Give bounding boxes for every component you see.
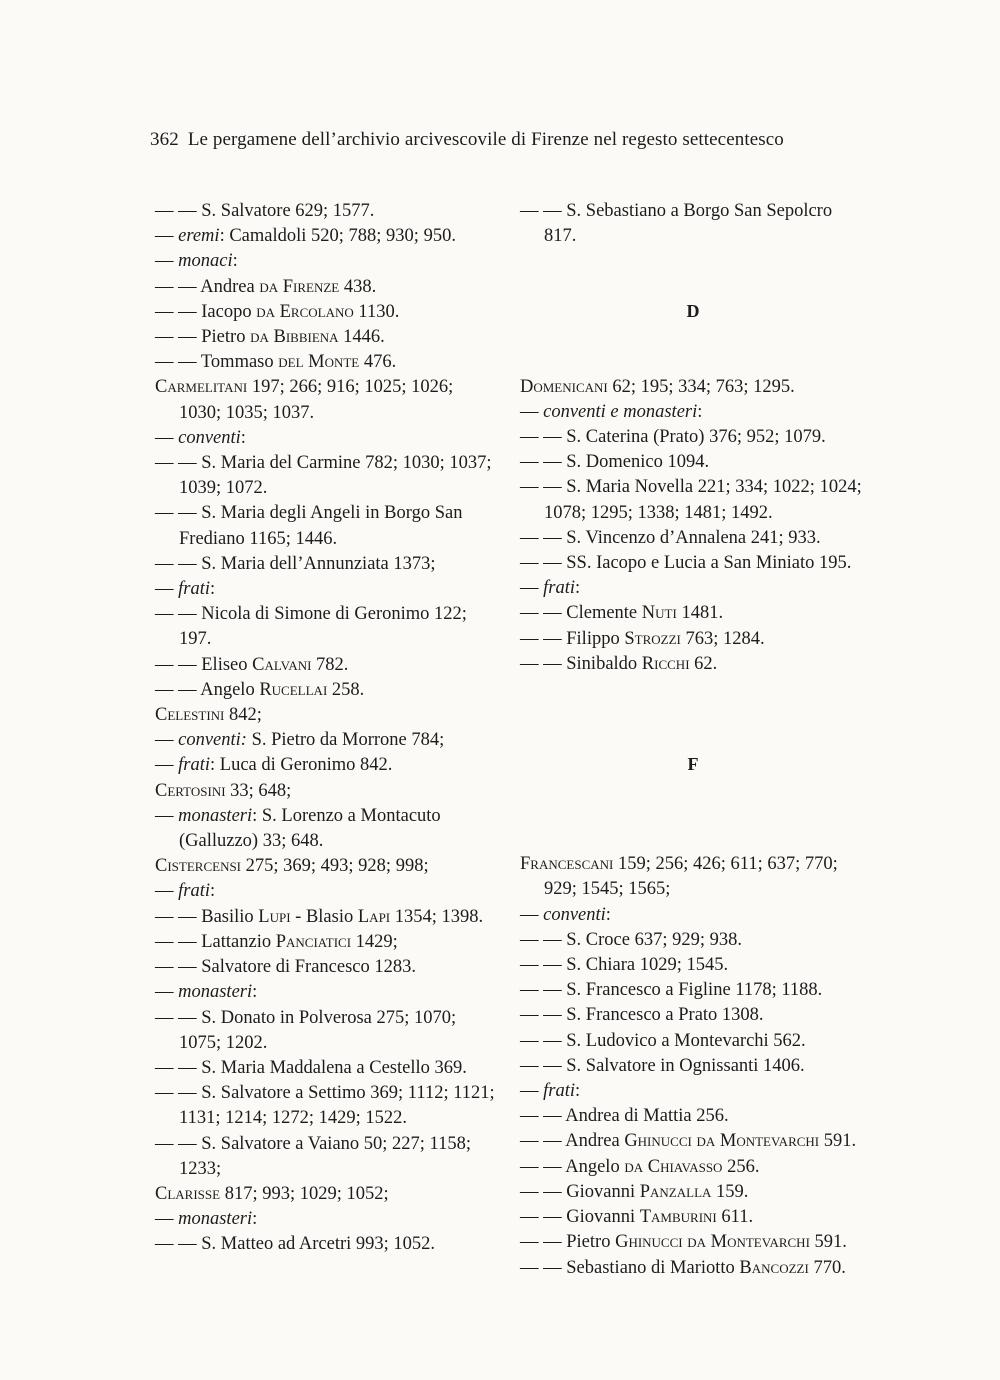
index-entry: — eremi: Camaldoli 520; 788; 930; 950. [155, 226, 456, 247]
index-entry: — — S. Chiara 1029; 1545. [520, 955, 729, 976]
index-entry: — frati: [155, 579, 216, 600]
index-entry: — monaci: [155, 251, 238, 272]
index-entry: — — S. Matteo ad Arcetri 993; 1052. [155, 1234, 436, 1255]
index-entry: — — S. Francesco a Figline 1178; 1188. [520, 980, 823, 1001]
index-entry: — — S. Salvatore a Settimo 369; 1112; 1121; 1131; 1214; 1272; 1429; 1522. [155, 1083, 495, 1129]
index-headword-entry: Domenicani 62; 195; 334; 763; 1295. [520, 376, 795, 397]
index-entry: — — Andrea di Mattia 256. [520, 1106, 729, 1127]
index-entry: — — S. Caterina (Prato) 376; 952; 1079. [520, 427, 826, 448]
index-entry: — — S. Ludovico a Montevarchi 562. [520, 1030, 806, 1051]
index-entry: — — Eliseo Calvani 782. [155, 654, 349, 675]
index-entry: — — Pietro Ghinucci da Montevarchi 591. [520, 1232, 847, 1253]
index-entry: — conventi e monasteri: [520, 401, 703, 422]
index-entry: — — S. Maria Novella 221; 334; 1022; 1024; 1078; 1295; 1338; 1481; 1492. [520, 477, 862, 523]
index-entry: — — Andrea da Firenze 438. [155, 276, 377, 297]
index-headword-entry: Clarisse 817; 993; 1029; 1052; [155, 1183, 389, 1204]
section-heading-d: D [686, 301, 700, 322]
index-headword-entry: Certosini 33; 648; [155, 780, 292, 801]
index-entry: — — Andrea Ghinucci da Montevarchi 591. [520, 1131, 857, 1152]
index-entry: — — S. Salvatore a Vaiano 50; 227; 1158; 1233; [155, 1133, 472, 1179]
index-entry: — — S. Maria degli Angeli in Borgo San Frediano 1165; 1446. [155, 503, 463, 549]
index-entry: — — Angelo da Chiavasso 256. [520, 1156, 760, 1177]
section-heading-f: F [687, 754, 699, 775]
index-entry: — — S. Croce 637; 929; 938. [520, 929, 742, 950]
index-entry: — monasteri: [155, 982, 258, 1003]
index-entry: — — Angelo Rucellai 258. [155, 679, 365, 700]
left-column [155, 199, 497, 1258]
index-entry: — — S. Francesco a Prato 1308. [520, 1005, 764, 1026]
index-entry: — conventi: S. Pietro da Morrone 784; [155, 730, 445, 751]
index-entry: — — Iacopo da Ercolano 1130. [155, 301, 400, 322]
index-entry: — — Salvatore di Francesco 1283. [155, 957, 416, 978]
index-entry: — — S. Maria dell’Annunziata 1373; [155, 553, 436, 574]
index-headword-entry: Cistercensi 275; 369; 493; 928; 998; [155, 856, 429, 877]
index-entry: — — Pietro da Bibbiena 1446. [155, 327, 385, 348]
index-entry: — — Giovanni Tamburini 611. [520, 1207, 754, 1228]
index-entry: — — Giovanni Panzalla 159. [520, 1181, 749, 1202]
index-entry: — frati: [155, 881, 216, 902]
index-entry: — — Filippo Strozzi 763; 1284. [520, 628, 765, 649]
index-entry: — frati: Luca di Geronimo 842. [155, 755, 393, 776]
index-entry: — — S. Donato in Polverosa 275; 1070; 1075; 1202. [155, 1007, 457, 1053]
index-entry: — — Sinibaldo Ricchi 62. [520, 653, 718, 674]
right-column [520, 199, 866, 1281]
index-entry: — — S. Sebastiano a Borgo San Sepolcro 817. [520, 201, 833, 247]
index-entry: — — S. Vincenzo d’Annalena 241; 933. [520, 527, 821, 548]
running-header [150, 129, 784, 151]
index-entry: — frati: [520, 578, 581, 599]
index-headword-entry: Celestini 842; [155, 705, 262, 726]
index-entry: — — SS. Iacopo e Lucia a San Miniato 195. [520, 553, 852, 574]
index-headword-entry: Francescani 159; 256; 426; 611; 637; 770; 929; 1545; 1565; [520, 854, 838, 900]
index-entry: — — Clemente Nuti 1481. [520, 603, 724, 624]
index-entry: — conventi: [520, 904, 611, 925]
index-entry: — — Tommaso del Monte 476. [155, 352, 397, 373]
index-entry: — monasteri: S. Lorenzo a Montacuto (Galluzzo) 33; 648. [155, 805, 441, 852]
running-title: Le pergamene dell’archivio arcivescovile di Firenze nel regesto settecentesco [187, 129, 784, 150]
index-headword-entry: Carmelitani 197; 266; 916; 1025; 1026; 1030; 1035; 1037. [155, 377, 454, 423]
index-entry: — — Lattanzio Panciatici 1429; [155, 931, 398, 952]
index-entry: — — S. Domenico 1094. [520, 452, 710, 473]
index-entry: — — S. Maria Maddalena a Cestello 369. [155, 1057, 467, 1078]
index-entry: — frati: [520, 1081, 581, 1102]
index-entry: — — Nicola di Simone di Geronimo 122; 197. [155, 604, 467, 650]
index-entry: — monasteri: [155, 1209, 258, 1230]
index-entry: — — S. Salvatore in Ognissanti 1406. [520, 1055, 805, 1076]
index-entry: — conventi: [155, 427, 246, 448]
index-entry: — — S. Salvatore 629; 1577. [155, 201, 375, 221]
index-entry: — — S. Maria del Carmine 782; 1030; 1037; 1039; 1072. [155, 453, 492, 499]
page-number: 362 [150, 129, 179, 150]
index-entry: — — Basilio Lupi - Blasio Lapi 1354; 1398. [155, 906, 484, 927]
index-entry: — — Sebastiano di Mariotto Bancozzi 770. [520, 1257, 846, 1278]
